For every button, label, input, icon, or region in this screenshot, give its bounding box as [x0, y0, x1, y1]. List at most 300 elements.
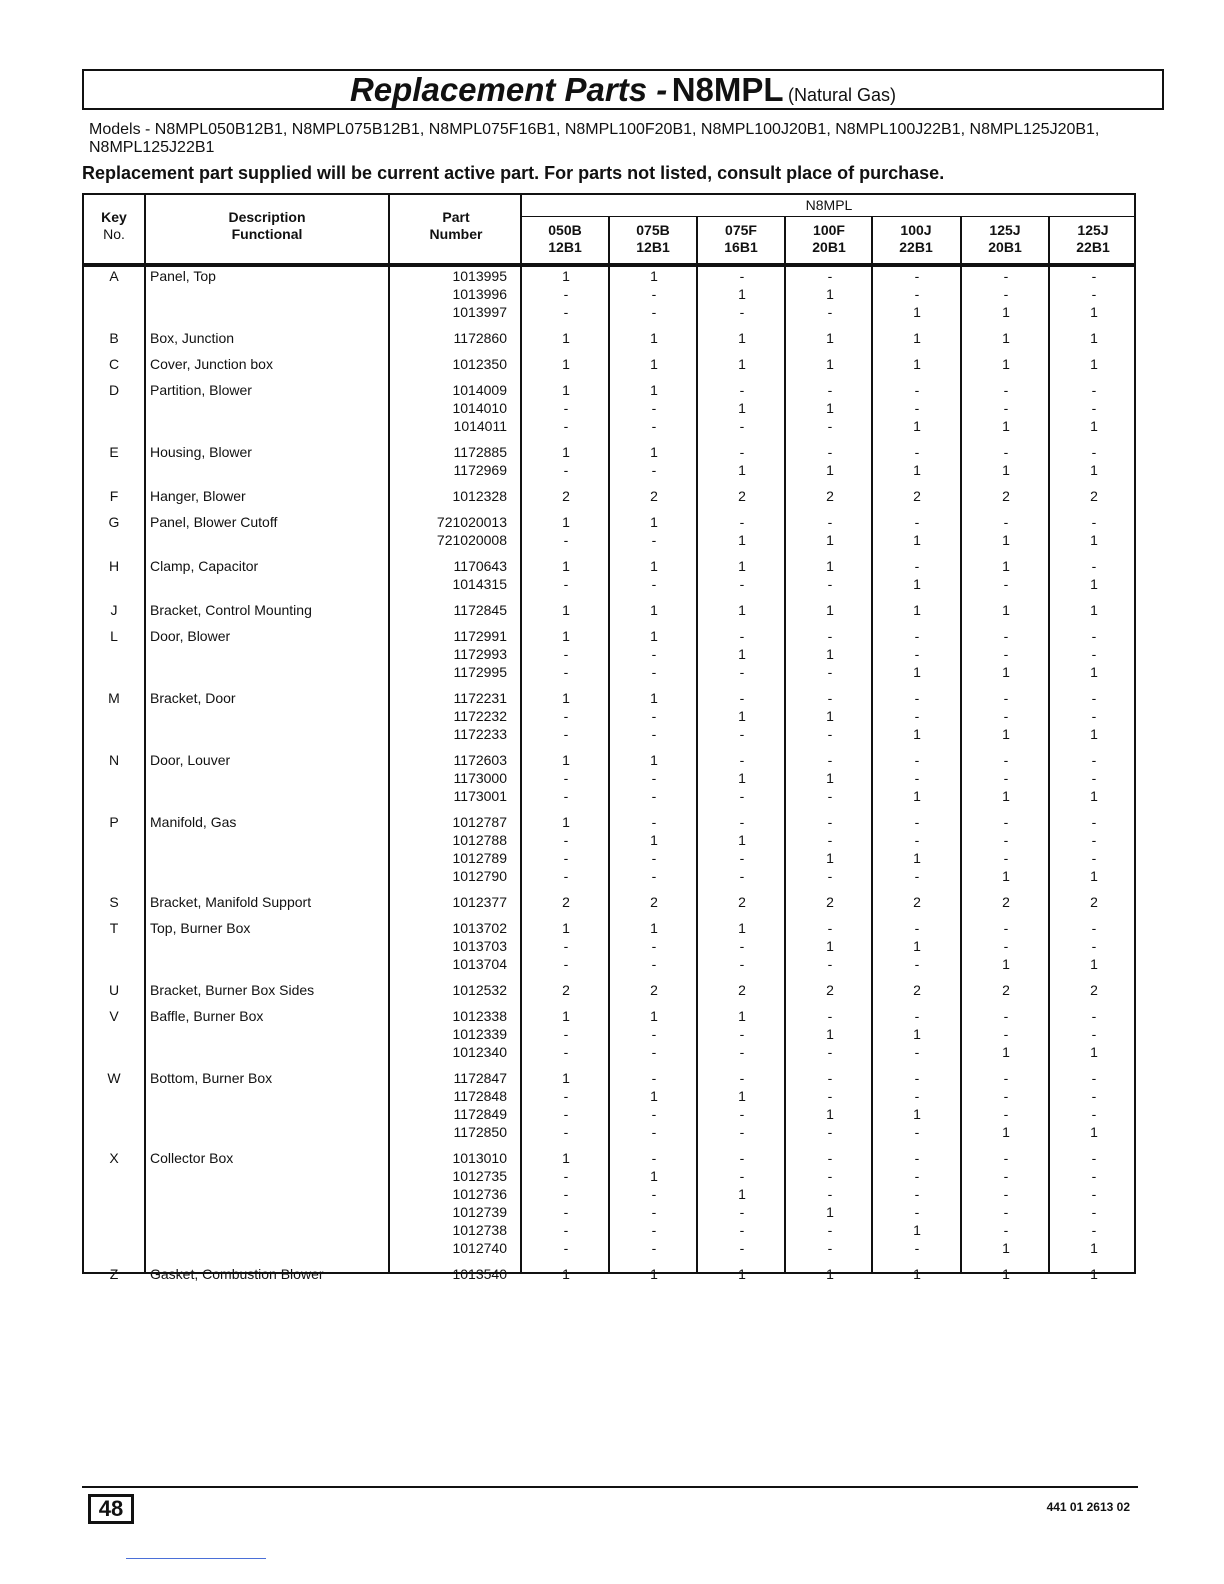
cell-quantity: 1: [913, 1106, 921, 1122]
cell-quantity: -: [563, 400, 569, 416]
cell-key: L: [110, 628, 118, 644]
cell-description: Gasket, Combustion Blower: [150, 1266, 324, 1282]
cell-quantity: -: [914, 646, 920, 662]
cell-quantity: -: [914, 690, 920, 706]
cell-quantity: 1: [1002, 1044, 1010, 1060]
cell-quantity: 1: [650, 628, 658, 644]
cell-description: Collector Box: [150, 1150, 234, 1166]
cell-quantity: 1: [738, 532, 746, 548]
cell-quantity: 1: [562, 1070, 570, 1086]
cell-quantity: -: [563, 462, 569, 478]
cell-quantity: -: [914, 558, 920, 574]
header-model-col: [873, 222, 959, 256]
cell-part-number: 1013995: [452, 268, 507, 284]
cell-quantity: -: [1003, 920, 1009, 936]
cell-quantity: -: [651, 1186, 657, 1202]
cell-quantity: -: [827, 1044, 833, 1060]
cell-part-number: 1172885: [453, 444, 507, 460]
header-model-line1: 125J: [989, 222, 1021, 238]
cell-quantity: -: [651, 462, 657, 478]
cell-quantity: -: [1091, 920, 1097, 936]
cell-quantity: -: [914, 382, 920, 398]
cell-quantity: 2: [562, 488, 570, 504]
header-model-line1: 100F: [813, 222, 845, 238]
cell-quantity: -: [739, 788, 745, 804]
cell-part-number: 1013702: [452, 920, 507, 936]
cell-part-number: 1172850: [453, 1124, 507, 1140]
cell-quantity: -: [739, 576, 745, 592]
cell-part-number: 1012339: [452, 1026, 507, 1042]
table-row: [84, 487, 1134, 505]
cell-quantity: 2: [738, 894, 746, 910]
cell-quantity: -: [563, 1124, 569, 1140]
table-row: [84, 1265, 1134, 1283]
cell-quantity: 1: [562, 382, 570, 398]
cell-quantity: -: [914, 1124, 920, 1140]
cell-quantity: 1: [738, 920, 746, 936]
header-model-col: [1050, 222, 1136, 256]
page-number: 48: [88, 1494, 134, 1524]
cell-quantity: -: [827, 268, 833, 284]
cell-quantity: -: [651, 400, 657, 416]
cell-quantity: 2: [1002, 488, 1010, 504]
header-model-line1: 050B: [548, 222, 582, 238]
cell-quantity: -: [651, 1240, 657, 1256]
cell-quantity: 1: [913, 788, 921, 804]
cell-quantity: 1: [826, 938, 834, 954]
cell-quantity: -: [827, 868, 833, 884]
cell-quantity: 1: [738, 832, 746, 848]
header-key-line2: No.: [103, 226, 125, 242]
cell-quantity: 2: [1090, 894, 1098, 910]
cell-quantity: -: [739, 268, 745, 284]
table-row: [84, 645, 1134, 663]
cell-quantity: 1: [1002, 356, 1010, 372]
cell-part-number: 1014315: [452, 576, 507, 592]
cell-part-number: 1172233: [453, 726, 507, 742]
cell-quantity: -: [563, 850, 569, 866]
footer-rule: [82, 1486, 1138, 1488]
cell-quantity: -: [739, 1124, 745, 1140]
cell-part-number: 1012738: [452, 1222, 507, 1238]
cell-quantity: 1: [1090, 532, 1098, 548]
cell-quantity: 1: [826, 286, 834, 302]
cell-quantity: 2: [1090, 982, 1098, 998]
cell-quantity: 1: [738, 770, 746, 786]
cell-quantity: -: [739, 1044, 745, 1060]
cell-quantity: -: [827, 920, 833, 936]
cell-quantity: 1: [913, 356, 921, 372]
cell-quantity: 1: [826, 532, 834, 548]
cell-quantity: -: [563, 1088, 569, 1104]
cell-quantity: -: [1091, 1008, 1097, 1024]
cell-quantity: -: [914, 1008, 920, 1024]
header-desc-line2: Functional: [231, 226, 303, 242]
cell-quantity: -: [739, 690, 745, 706]
cell-quantity: 1: [650, 382, 658, 398]
cell-quantity: 1: [1002, 1266, 1010, 1282]
cell-quantity: -: [563, 1222, 569, 1238]
cell-quantity: -: [1091, 832, 1097, 848]
cell-key: C: [108, 356, 120, 372]
cell-quantity: -: [1091, 1026, 1097, 1042]
cell-quantity: -: [651, 938, 657, 954]
cell-quantity: 1: [1002, 1240, 1010, 1256]
cell-key: G: [108, 514, 120, 530]
cell-quantity: -: [1091, 1106, 1097, 1122]
cell-quantity: 1: [738, 356, 746, 372]
cell-quantity: -: [1091, 690, 1097, 706]
cell-quantity: -: [1091, 850, 1097, 866]
cell-quantity: 2: [562, 894, 570, 910]
cell-quantity: 1: [826, 770, 834, 786]
cell-quantity: 1: [650, 1168, 658, 1184]
header-model-line2: 16B1: [724, 239, 758, 255]
cell-quantity: -: [1003, 444, 1009, 460]
cell-description: Partition, Blower: [150, 382, 252, 398]
cell-quantity: -: [563, 832, 569, 848]
cell-quantity: 1: [562, 752, 570, 768]
cell-quantity: -: [651, 576, 657, 592]
cell-quantity: 1: [826, 400, 834, 416]
header-group: N8MPL: [805, 197, 853, 213]
table-row: [84, 1043, 1134, 1061]
cell-quantity: -: [739, 1168, 745, 1184]
cell-quantity: 1: [562, 356, 570, 372]
cell-quantity: -: [1003, 938, 1009, 954]
cell-part-number: 1173001: [453, 788, 507, 804]
cell-quantity: 1: [1090, 726, 1098, 742]
cell-quantity: -: [1091, 1168, 1097, 1184]
cell-quantity: -: [827, 814, 833, 830]
cell-quantity: 1: [562, 558, 570, 574]
cell-description: Clamp, Capacitor: [150, 558, 259, 574]
header-model-col: [698, 222, 784, 256]
cell-description: Box, Junction: [150, 330, 235, 346]
cell-part-number: 1012739: [452, 1204, 507, 1220]
cell-quantity: -: [739, 850, 745, 866]
table-row: [84, 981, 1134, 999]
cell-quantity: -: [1091, 286, 1097, 302]
cell-quantity: 1: [913, 532, 921, 548]
header-model-col: [962, 222, 1048, 256]
cell-quantity: -: [563, 770, 569, 786]
cell-part-number: 1013704: [452, 956, 507, 972]
cell-part-number: 721020013: [436, 514, 507, 530]
cell-part-number: 1172603: [453, 752, 507, 768]
cell-key: E: [109, 444, 119, 460]
cell-part-number: 1014009: [452, 382, 507, 398]
table-row: [84, 1087, 1134, 1105]
cell-quantity: -: [1091, 1070, 1097, 1086]
cell-quantity: 1: [826, 646, 834, 662]
cell-quantity: -: [1091, 708, 1097, 724]
header-model-line2: 22B1: [1076, 239, 1110, 255]
cell-quantity: 1: [826, 356, 834, 372]
cell-quantity: 1: [826, 330, 834, 346]
table-row: [84, 1105, 1134, 1123]
cell-quantity: -: [651, 646, 657, 662]
cell-quantity: 1: [562, 1008, 570, 1024]
cell-quantity: -: [739, 304, 745, 320]
cell-quantity: -: [1091, 814, 1097, 830]
cell-quantity: -: [1091, 1186, 1097, 1202]
cell-quantity: -: [651, 770, 657, 786]
cell-quantity: 1: [1002, 558, 1010, 574]
cell-quantity: -: [1091, 1150, 1097, 1166]
cell-quantity: -: [651, 304, 657, 320]
cell-quantity: 1: [1090, 1266, 1098, 1282]
cell-quantity: 1: [1002, 418, 1010, 434]
cell-part-number: 1013540: [452, 1266, 507, 1282]
table-row: [84, 285, 1134, 303]
table-row: [84, 575, 1134, 593]
cell-quantity: 2: [826, 488, 834, 504]
cell-quantity: -: [827, 576, 833, 592]
cell-quantity: -: [651, 664, 657, 680]
cell-quantity: -: [1003, 628, 1009, 644]
table-row: [84, 849, 1134, 867]
table-row: [84, 707, 1134, 725]
cell-quantity: -: [563, 418, 569, 434]
cell-quantity: 1: [650, 268, 658, 284]
cell-quantity: 1: [562, 814, 570, 830]
cell-quantity: -: [827, 382, 833, 398]
cell-quantity: -: [739, 726, 745, 742]
cell-quantity: -: [563, 304, 569, 320]
cell-quantity: 2: [826, 982, 834, 998]
cell-quantity: 1: [562, 268, 570, 284]
cell-quantity: -: [563, 956, 569, 972]
cell-quantity: -: [1003, 1106, 1009, 1122]
table-row: [84, 303, 1134, 321]
cell-quantity: 1: [562, 1266, 570, 1282]
cell-quantity: -: [651, 1106, 657, 1122]
cell-quantity: -: [1003, 770, 1009, 786]
cell-quantity: -: [914, 752, 920, 768]
document-code: 441 01 2613 02: [1046, 1500, 1130, 1514]
table-row: [84, 417, 1134, 435]
table-row: [84, 381, 1134, 399]
table-row: [84, 355, 1134, 373]
cell-quantity: 1: [1090, 356, 1098, 372]
cell-quantity: 1: [826, 1106, 834, 1122]
cell-quantity: 1: [1002, 602, 1010, 618]
cell-quantity: -: [827, 1168, 833, 1184]
cell-quantity: -: [651, 1222, 657, 1238]
cell-quantity: 1: [913, 602, 921, 618]
cell-part-number: 1172991: [453, 628, 507, 644]
cell-description: Manifold, Gas: [150, 814, 237, 830]
cell-quantity: 1: [562, 690, 570, 706]
cell-quantity: -: [1003, 832, 1009, 848]
cell-quantity: 1: [562, 514, 570, 530]
cell-quantity: 1: [826, 602, 834, 618]
cell-quantity: -: [1003, 752, 1009, 768]
cell-quantity: -: [914, 1150, 920, 1166]
cell-quantity: 1: [1090, 1240, 1098, 1256]
cell-quantity: 1: [1002, 462, 1010, 478]
cell-quantity: 1: [1002, 868, 1010, 884]
cell-part-number: 1013996: [452, 286, 507, 302]
cell-description: Door, Louver: [150, 752, 231, 768]
cell-quantity: -: [1091, 628, 1097, 644]
cell-quantity: -: [914, 444, 920, 460]
cell-quantity: 1: [1002, 726, 1010, 742]
cell-quantity: 1: [1090, 868, 1098, 884]
cell-quantity: -: [914, 956, 920, 972]
cell-part-number: 1013997: [452, 304, 507, 320]
cell-quantity: -: [827, 1008, 833, 1024]
cell-part-number: 1012338: [452, 1008, 507, 1024]
cell-quantity: 2: [913, 894, 921, 910]
cell-quantity: -: [651, 532, 657, 548]
cell-quantity: 1: [1090, 330, 1098, 346]
cell-quantity: -: [739, 514, 745, 530]
cell-description: Cover, Junction box: [150, 356, 273, 372]
cell-part-number: 1012532: [452, 982, 507, 998]
cell-quantity: 1: [650, 690, 658, 706]
cell-quantity: 1: [913, 330, 921, 346]
table-row: [84, 955, 1134, 973]
cell-quantity: -: [563, 1106, 569, 1122]
cell-quantity: 2: [738, 982, 746, 998]
cell-part-number: 1172845: [453, 602, 507, 618]
cell-quantity: -: [1003, 576, 1009, 592]
cell-quantity: -: [914, 1240, 920, 1256]
table-row: [84, 831, 1134, 849]
cell-quantity: 1: [738, 602, 746, 618]
cell-quantity: 1: [738, 1008, 746, 1024]
cell-part-number: 1173000: [453, 770, 507, 786]
cell-quantity: -: [914, 514, 920, 530]
cell-quantity: -: [739, 1204, 745, 1220]
cell-quantity: -: [651, 850, 657, 866]
cell-quantity: -: [651, 726, 657, 742]
cell-quantity: 1: [1002, 788, 1010, 804]
cell-quantity: -: [1003, 690, 1009, 706]
cell-quantity: -: [1091, 938, 1097, 954]
cell-quantity: -: [827, 664, 833, 680]
cell-quantity: -: [651, 1150, 657, 1166]
cell-quantity: -: [563, 938, 569, 954]
cell-part-number: 1013703: [452, 938, 507, 954]
table-row: [84, 1185, 1134, 1203]
cell-quantity: -: [827, 690, 833, 706]
cell-quantity: -: [1003, 1070, 1009, 1086]
cell-quantity: -: [827, 1124, 833, 1140]
cell-part-number: 1012788: [452, 832, 507, 848]
cell-quantity: 1: [1002, 956, 1010, 972]
table-row: [84, 557, 1134, 575]
cell-quantity: -: [563, 1168, 569, 1184]
cell-quantity: -: [563, 1240, 569, 1256]
cell-quantity: 1: [913, 850, 921, 866]
cell-quantity: -: [563, 788, 569, 804]
table-row: [84, 1203, 1134, 1221]
cell-quantity: 1: [738, 286, 746, 302]
cell-quantity: 1: [1002, 532, 1010, 548]
cell-quantity: 1: [738, 708, 746, 724]
cell-key: U: [108, 982, 120, 998]
cell-quantity: -: [651, 868, 657, 884]
table-row: [84, 1167, 1134, 1185]
cell-description: Bracket, Burner Box Sides: [150, 982, 315, 998]
header-model-line2: 20B1: [812, 239, 846, 255]
cell-quantity: -: [914, 708, 920, 724]
cell-quantity: 1: [1002, 304, 1010, 320]
cell-quantity: -: [1003, 268, 1009, 284]
header-key-line1: Key: [101, 209, 127, 225]
cell-quantity: 1: [650, 356, 658, 372]
cell-quantity: -: [739, 814, 745, 830]
cell-quantity: -: [914, 868, 920, 884]
cell-quantity: -: [914, 920, 920, 936]
cell-quantity: -: [651, 708, 657, 724]
cell-quantity: -: [1003, 286, 1009, 302]
cell-key: T: [109, 920, 119, 936]
table-row: [84, 1069, 1134, 1087]
header-model-line1: 125J: [1077, 222, 1109, 238]
cell-key: Z: [109, 1266, 119, 1282]
cell-description: Bracket, Manifold Support: [150, 894, 312, 910]
cell-key: S: [109, 894, 119, 910]
cell-quantity: -: [1003, 382, 1009, 398]
header-description: [146, 209, 388, 243]
cell-quantity: -: [1091, 514, 1097, 530]
cell-quantity: -: [651, 418, 657, 434]
link-underline: [126, 1558, 266, 1559]
cell-quantity: -: [1003, 1204, 1009, 1220]
cell-quantity: -: [563, 646, 569, 662]
cell-part-number: 1172995: [453, 664, 507, 680]
cell-quantity: -: [739, 1026, 745, 1042]
cell-quantity: 1: [650, 1266, 658, 1282]
cell-quantity: -: [1091, 1088, 1097, 1104]
cell-quantity: 1: [738, 646, 746, 662]
cell-quantity: -: [563, 1044, 569, 1060]
header-part-line1: Part: [442, 209, 470, 225]
cell-part-number: 1172849: [453, 1106, 507, 1122]
cell-quantity: -: [914, 400, 920, 416]
cell-quantity: 1: [1002, 664, 1010, 680]
cell-quantity: 1: [913, 304, 921, 320]
table-row: [84, 867, 1134, 885]
cell-quantity: -: [563, 1186, 569, 1202]
cell-description: Bottom, Burner Box: [150, 1070, 273, 1086]
cell-quantity: -: [563, 868, 569, 884]
cell-description: Panel, Top: [150, 268, 216, 284]
cell-quantity: -: [1003, 1150, 1009, 1166]
table-row: [84, 627, 1134, 645]
table-row: [84, 443, 1134, 461]
cell-quantity: 2: [650, 982, 658, 998]
cell-quantity: -: [827, 956, 833, 972]
cell-quantity: -: [827, 1240, 833, 1256]
cell-description: Baffle, Burner Box: [150, 1008, 264, 1024]
cell-quantity: -: [563, 1026, 569, 1042]
cell-quantity: -: [1003, 850, 1009, 866]
cell-key: H: [108, 558, 120, 574]
cell-quantity: 1: [1002, 1124, 1010, 1140]
cell-quantity: -: [739, 752, 745, 768]
cell-quantity: -: [914, 1204, 920, 1220]
cell-quantity: 1: [650, 1008, 658, 1024]
cell-part-number: 1012736: [452, 1186, 507, 1202]
cell-quantity: -: [1003, 1008, 1009, 1024]
cell-part-number: 1014011: [453, 418, 507, 434]
cell-quantity: 2: [826, 894, 834, 910]
